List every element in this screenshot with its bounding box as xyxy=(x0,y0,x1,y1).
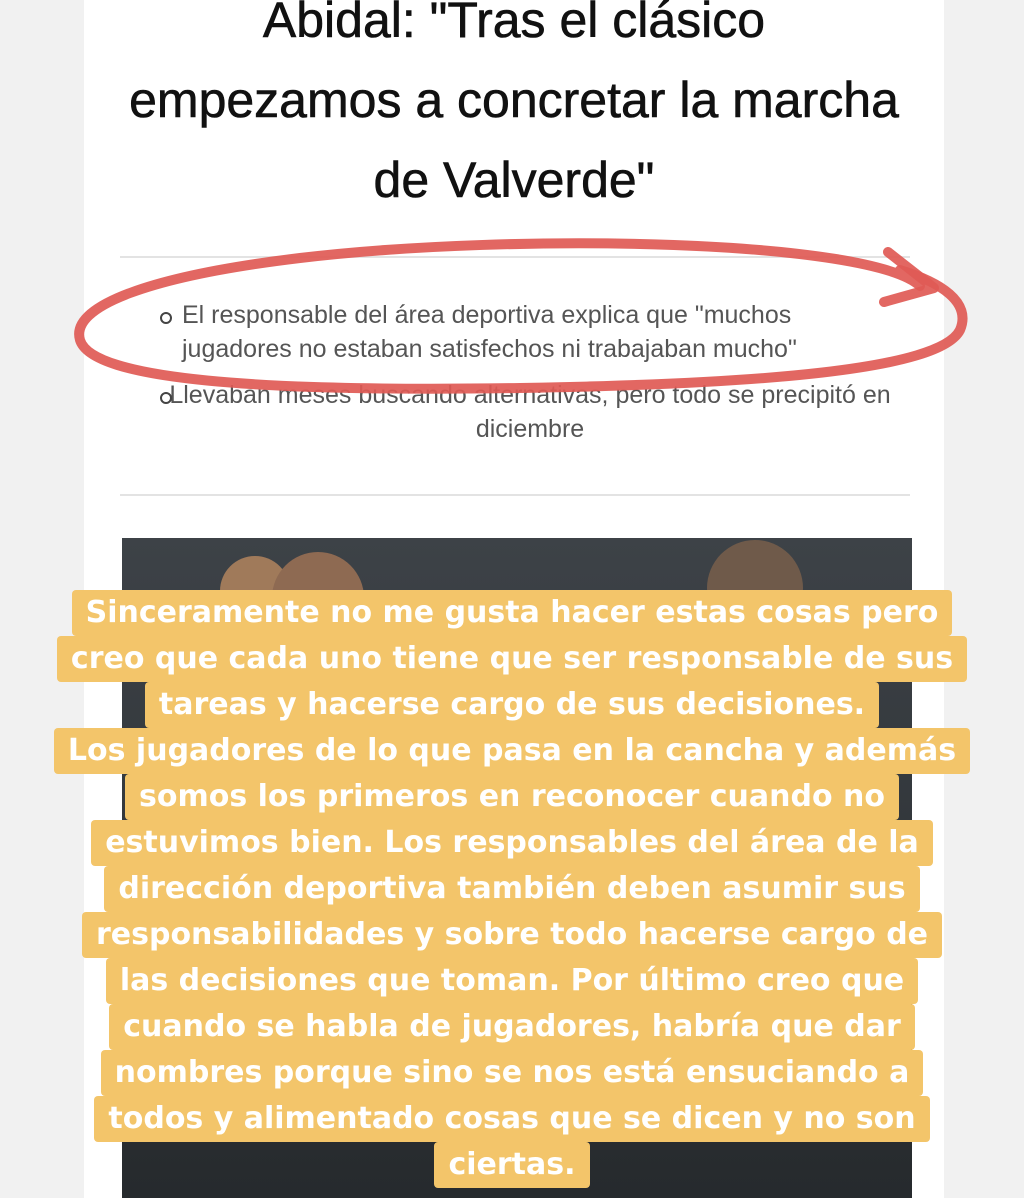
caption-line: cuando se habla de jugadores, habría que dar xyxy=(109,1004,915,1050)
divider xyxy=(120,494,910,496)
caption-line: somos los primeros en reconocer cuando no xyxy=(125,774,899,820)
caption-line: responsabilidades y sobre todo hacerse cargo de xyxy=(82,912,942,958)
caption-line: ciertas. xyxy=(434,1142,589,1188)
caption-line: Sinceramente no me gusta hacer estas cosas pero xyxy=(72,590,953,636)
caption-line: tareas y hacerse cargo de sus decisiones. xyxy=(145,682,879,728)
story-text-caption xyxy=(0,590,1024,1188)
summary-item: El responsable del área deportiva explica que "muchos jugadores no estaban satisfechos ni trabajaban mucho" xyxy=(160,298,900,366)
caption-line: estuvimos bien. Los responsables del área de la xyxy=(91,820,933,866)
caption-line: Los jugadores de lo que pasa en la cancha y además xyxy=(54,728,970,774)
caption-line: las decisiones que toman. Por último creo que xyxy=(106,958,918,1004)
caption-line: creo que cada uno tiene que ser responsable de sus xyxy=(57,636,967,682)
caption-line: nombres porque sino se nos está ensuciando a xyxy=(101,1050,924,1096)
divider xyxy=(120,256,910,258)
article-headline: Abidal: "Tras el clásico empezamos a concretar la marcha de Valverde" xyxy=(129,0,899,208)
summary-item: Llevaban meses buscando alternativas, pero todo se precipitó en diciembre xyxy=(160,378,900,446)
caption-line: dirección deportiva también deben asumir sus xyxy=(104,866,919,912)
article-summary-list xyxy=(160,298,900,446)
caption-line: todos y alimentado cosas que se dicen y no son xyxy=(94,1096,929,1142)
